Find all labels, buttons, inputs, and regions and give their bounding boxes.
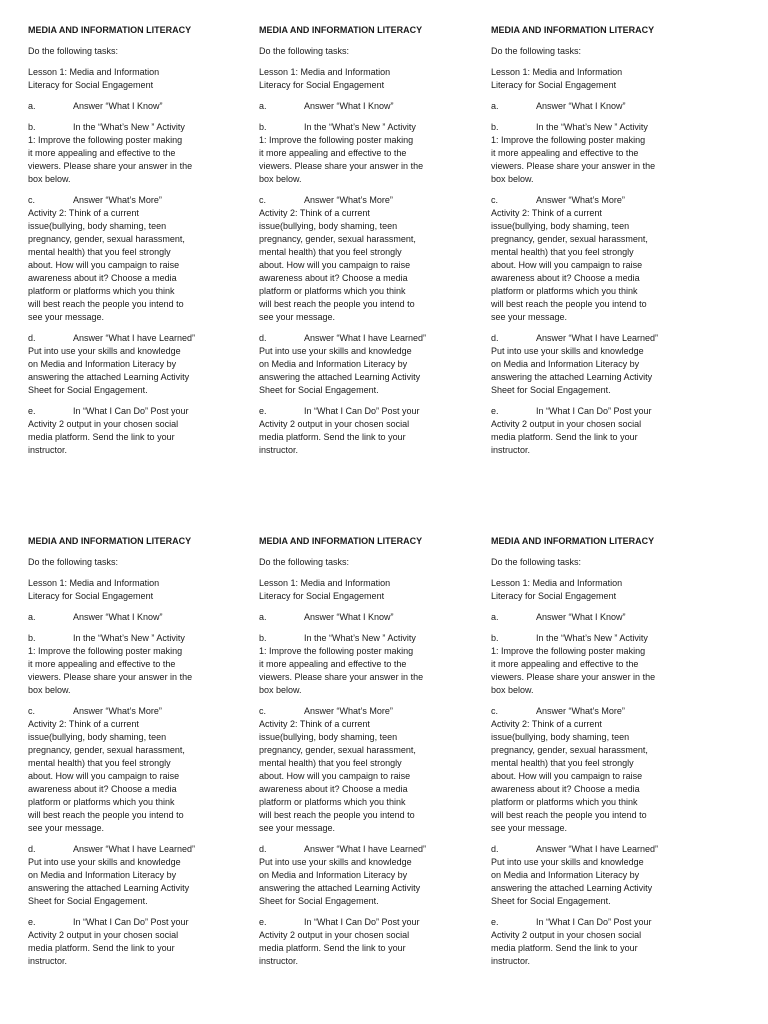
task-item-c: c. Answer “What’s More” Activity 2: Think of a current issue(bullying, body shaming, teen pregnancy, gender, sexual harassment, mental health) that you feel strongly about. How will you campaign to raise awareness about it? Choose a media platform or platforms which you think will best reach the people you intend to see your message. xyxy=(491,706,648,833)
task-item-a: a. Answer “What I Know” xyxy=(28,101,163,111)
task-item-a: a. Answer “What I Know” xyxy=(28,612,163,622)
sheet-intro: Do the following tasks: xyxy=(259,46,350,56)
task-item-a: a. Answer “What I Know” xyxy=(259,101,394,111)
lesson-title: Lesson 1: Media and Information Literacy for Social Engagement xyxy=(491,67,623,90)
task-sheet xyxy=(259,535,481,976)
sheet-intro: Do the following tasks: xyxy=(491,46,582,56)
task-item-b: b. In the “What’s New ” Activity 1: Improve the following poster making it more appealing and effective to the viewers. Please share your answer in the box below. xyxy=(491,122,656,184)
lesson-title: Lesson 1: Media and Information Literacy for Social Engagement xyxy=(28,578,160,601)
task-item-a: a. Answer “What I Know” xyxy=(491,101,626,111)
sheet-title: MEDIA AND INFORMATION LITERACY xyxy=(491,536,655,546)
task-sheet xyxy=(259,24,481,465)
sheet-intro: Do the following tasks: xyxy=(28,46,119,56)
task-sheet xyxy=(28,24,250,465)
task-sheet xyxy=(28,535,250,976)
sheet-title: MEDIA AND INFORMATION LITERACY xyxy=(491,25,655,35)
sheet-title: MEDIA AND INFORMATION LITERACY xyxy=(28,536,192,546)
sheet-title: MEDIA AND INFORMATION LITERACY xyxy=(259,536,423,546)
lesson-title: Lesson 1: Media and Information Literacy for Social Engagement xyxy=(491,578,623,601)
task-item-e: e. In “What I Can Do” Post your Activity 2 output in your chosen social media platform. Send the link to your instructor. xyxy=(28,406,189,455)
lesson-title: Lesson 1: Media and Information Literacy for Social Engagement xyxy=(259,578,391,601)
task-item-a: a. Answer “What I Know” xyxy=(491,612,626,622)
task-item-c: c. Answer “What’s More” Activity 2: Think of a current issue(bullying, body shaming, teen pregnancy, gender, sexual harassment, mental health) that you feel strongly about. How will you campaign to raise awareness about it? Choose a media platform or platforms which you think will best reach the people you intend to see your message. xyxy=(28,195,185,322)
sheet-intro: Do the following tasks: xyxy=(491,557,582,567)
task-item-e: e. In “What I Can Do” Post your Activity 2 output in your chosen social media platform. Send the link to your instructor. xyxy=(28,917,189,966)
task-item-e: e. In “What I Can Do” Post your Activity 2 output in your chosen social media platform. Send the link to your instructor. xyxy=(259,406,420,455)
lesson-title: Lesson 1: Media and Information Literacy for Social Engagement xyxy=(259,67,391,90)
task-item-d: d. Answer “What I have Learned” Put into use your skills and knowledge on Media and Information Literacy by answering the attached Learning Activity Sheet for Social Engagement. xyxy=(259,333,427,395)
sheet-title: MEDIA AND INFORMATION LITERACY xyxy=(28,25,192,35)
task-item-d: d. Answer “What I have Learned” Put into use your skills and knowledge on Media and Information Literacy by answering the attached Learning Activity Sheet for Social Engagement. xyxy=(28,333,196,395)
task-sheet xyxy=(491,535,713,976)
task-item-d: d. Answer “What I have Learned” Put into use your skills and knowledge on Media and Information Literacy by answering the attached Learning Activity Sheet for Social Engagement. xyxy=(491,844,659,906)
task-item-b: b. In the “What’s New ” Activity 1: Improve the following poster making it more appealing and effective to the viewers. Please share your answer in the box below. xyxy=(28,122,193,184)
task-item-c: c. Answer “What’s More” Activity 2: Think of a current issue(bullying, body shaming, teen pregnancy, gender, sexual harassment, mental health) that you feel strongly about. How will you campaign to raise awareness about it? Choose a media platform or platforms which you think will best reach the people you intend to see your message. xyxy=(259,195,416,322)
sheet-intro: Do the following tasks: xyxy=(28,557,119,567)
sheet-intro: Do the following tasks: xyxy=(259,557,350,567)
task-item-c: c. Answer “What’s More” Activity 2: Think of a current issue(bullying, body shaming, teen pregnancy, gender, sexual harassment, mental health) that you feel strongly about. How will you campaign to raise awareness about it? Choose a media platform or platforms which you think will best reach the people you intend to see your message. xyxy=(28,706,185,833)
task-item-b: b. In the “What’s New ” Activity 1: Improve the following poster making it more appealing and effective to the viewers. Please share your answer in the box below. xyxy=(28,633,193,695)
task-item-b: b. In the “What’s New ” Activity 1: Improve the following poster making it more appealing and effective to the viewers. Please share your answer in the box below. xyxy=(259,122,424,184)
task-item-e: e. In “What I Can Do” Post your Activity 2 output in your chosen social media platform. Send the link to your instructor. xyxy=(491,406,652,455)
task-sheet xyxy=(491,24,713,465)
task-item-d: d. Answer “What I have Learned” Put into use your skills and knowledge on Media and Information Literacy by answering the attached Learning Activity Sheet for Social Engagement. xyxy=(28,844,196,906)
task-item-d: d. Answer “What I have Learned” Put into use your skills and knowledge on Media and Information Literacy by answering the attached Learning Activity Sheet for Social Engagement. xyxy=(491,333,659,395)
sheet-title: MEDIA AND INFORMATION LITERACY xyxy=(259,25,423,35)
task-item-e: e. In “What I Can Do” Post your Activity 2 output in your chosen social media platform. Send the link to your instructor. xyxy=(491,917,652,966)
task-item-b: b. In the “What’s New ” Activity 1: Improve the following poster making it more appealing and effective to the viewers. Please share your answer in the box below. xyxy=(259,633,424,695)
task-item-e: e. In “What I Can Do” Post your Activity 2 output in your chosen social media platform. Send the link to your instructor. xyxy=(259,917,420,966)
task-item-c: c. Answer “What’s More” Activity 2: Think of a current issue(bullying, body shaming, teen pregnancy, gender, sexual harassment, mental health) that you feel strongly about. How will you campaign to raise awareness about it? Choose a media platform or platforms which you think will best reach the people you intend to see your message. xyxy=(491,195,648,322)
task-item-b: b. In the “What’s New ” Activity 1: Improve the following poster making it more appealing and effective to the viewers. Please share your answer in the box below. xyxy=(491,633,656,695)
task-item-d: d. Answer “What I have Learned” Put into use your skills and knowledge on Media and Information Literacy by answering the attached Learning Activity Sheet for Social Engagement. xyxy=(259,844,427,906)
lesson-title: Lesson 1: Media and Information Literacy for Social Engagement xyxy=(28,67,160,90)
task-item-a: a. Answer “What I Know” xyxy=(259,612,394,622)
task-item-c: c. Answer “What’s More” Activity 2: Think of a current issue(bullying, body shaming, teen pregnancy, gender, sexual harassment, mental health) that you feel strongly about. How will you campaign to raise awareness about it? Choose a media platform or platforms which you think will best reach the people you intend to see your message. xyxy=(259,706,416,833)
